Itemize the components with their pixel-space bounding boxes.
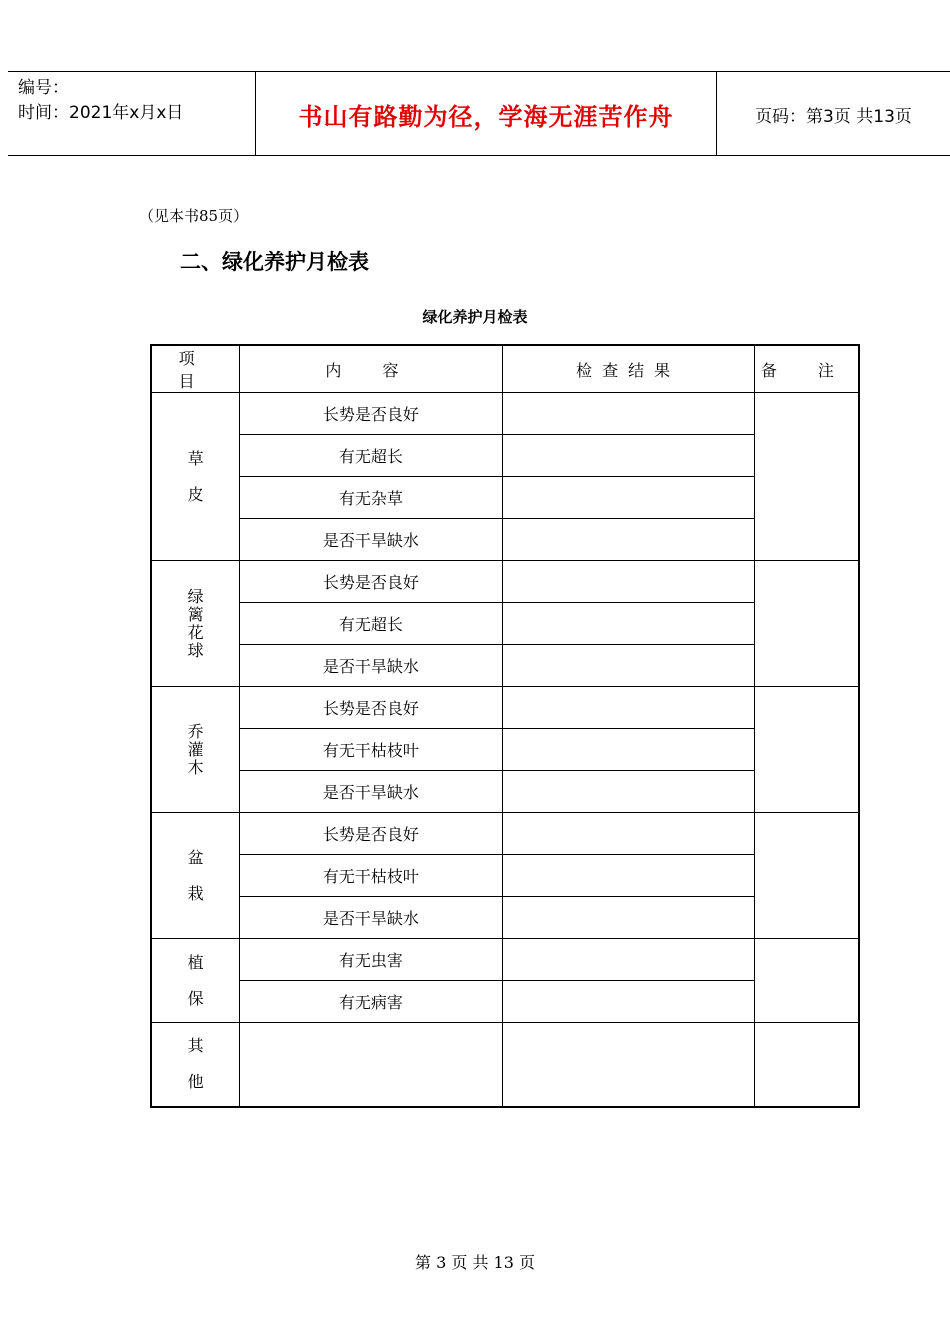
result-cell[interactable] [502,981,754,1023]
number-label: 编号： [18,78,69,98]
header-remark: 备 注 [754,345,859,393]
reference-note: （见本书85页） [139,207,249,225]
result-cell[interactable] [502,393,754,435]
group-label-lawn: 草 皮 [151,393,240,561]
result-cell[interactable] [502,939,754,981]
table-row [151,393,859,435]
table-header-row [151,345,859,393]
result-cell[interactable] [502,645,754,687]
result-cell[interactable] [502,435,754,477]
table-row [151,771,859,813]
result-cell[interactable] [502,813,754,855]
content-cell: 长势是否良好 [240,393,502,435]
table-row [151,561,859,603]
result-cell[interactable] [502,855,754,897]
section-title: 二、绿化养护月检表 [180,250,369,274]
result-cell[interactable] [502,477,754,519]
remark-cell[interactable] [754,561,859,687]
remark-cell[interactable] [754,939,859,1023]
header-result: 检查结果 [502,345,754,393]
table-row [151,687,859,729]
table-row [151,813,859,855]
result-cell[interactable] [502,771,754,813]
page-footer: 第 3 页 共 13 页 [415,1253,535,1272]
table-title: 绿化养护月检表 [422,308,528,326]
content-cell: 是否干旱缺水 [240,771,502,813]
content-cell: 有无病害 [240,981,502,1023]
content-cell: 有无虫害 [240,939,502,981]
content-cell: 是否干旱缺水 [240,897,502,939]
result-cell[interactable] [502,687,754,729]
remark-cell[interactable] [754,393,859,561]
header-item: 项 目 [151,345,240,393]
header-page-code: 页码：第3页 共13页 [755,106,912,127]
content-cell: 长势是否良好 [240,687,502,729]
result-cell[interactable] [502,519,754,561]
result-cell[interactable] [502,603,754,645]
time-label: 时间：2021年x月x日 [18,103,184,123]
result-cell[interactable] [502,561,754,603]
result-cell[interactable] [502,897,754,939]
content-cell: 有无干枯枝叶 [240,855,502,897]
content-cell: 长势是否良好 [240,813,502,855]
group-label-trees: 乔灌木 [151,687,240,813]
page-header [8,71,950,156]
group-label-plant-protection: 植 保 [151,939,240,1023]
group-label-hedge: 绿篱花球 [151,561,240,687]
table-row [151,519,859,561]
table-row [151,897,859,939]
content-cell: 是否干旱缺水 [240,645,502,687]
result-cell[interactable] [502,1023,754,1107]
content-cell: 有无超长 [240,603,502,645]
table-row [151,855,859,897]
inspection-table [150,344,860,1108]
content-cell: 是否干旱缺水 [240,519,502,561]
result-cell[interactable] [502,729,754,771]
remark-cell[interactable] [754,1023,859,1107]
content-cell: 有无干枯枝叶 [240,729,502,771]
header-content: 内 容 [240,345,502,393]
table-row [151,435,859,477]
table-row [151,645,859,687]
remark-cell[interactable] [754,687,859,813]
table-row [151,1023,859,1107]
table-row [151,477,859,519]
group-label-potted: 盆 栽 [151,813,240,939]
table-row [151,981,859,1023]
header-motto: 书山有路勤为径，学海无涯苦作舟 [298,102,674,131]
header-meta [18,76,258,126]
content-cell[interactable] [240,1023,502,1107]
table-row [151,939,859,981]
content-cell: 有无杂草 [240,477,502,519]
group-label-other: 其 他 [151,1023,240,1107]
content-cell: 有无超长 [240,435,502,477]
remark-cell[interactable] [754,813,859,939]
content-cell: 长势是否良好 [240,561,502,603]
table-row [151,603,859,645]
table-row [151,729,859,771]
